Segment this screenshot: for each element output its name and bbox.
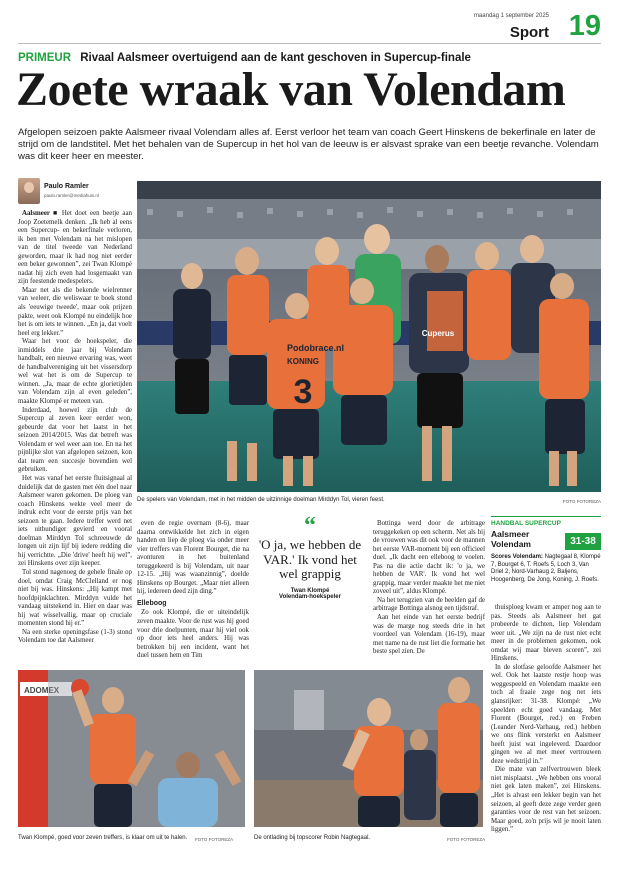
team-home: Aalsmeer — [491, 529, 530, 539]
masthead — [18, 8, 601, 44]
paragraph — [137, 520, 249, 597]
ad-board-text: ADOMEX — [24, 686, 60, 695]
author-name: Paulo Ramler — [44, 183, 89, 190]
paragraph — [137, 609, 249, 660]
kicker-tag: PRIMEUR — [18, 52, 72, 64]
score-box — [491, 516, 601, 600]
paragraph — [491, 766, 601, 834]
bottom-left-credit: FOTO FOTOREZA — [195, 837, 234, 842]
author-email: paulo.ramler@mediahuis.nl — [44, 193, 99, 198]
paragraph-text: thuisploeg kwam er amper nog aan te pas. Steeds als Aalsmeer het gat probeerde te dichten, liep Volendam weer uit. „We zijn na de rust niet echt meer in de problemen gekomen, ook omdat wij maar bleven scoren”, zei Hinskens. — [491, 604, 601, 663]
score-teams — [491, 530, 531, 549]
main-photo — [137, 181, 601, 492]
article-column-2 — [137, 520, 249, 665]
bottom-left-photo — [18, 670, 245, 827]
main-photo-caption: De spelers van Volendam, met in het midden de uitzinnige doelman Mirddyn Tol, vieren feest. — [137, 497, 385, 503]
paragraph — [491, 664, 601, 767]
paragraph — [373, 614, 485, 657]
paragraph — [18, 287, 132, 338]
throw-photo — [18, 670, 245, 827]
author-byline — [18, 178, 133, 208]
paragraph-text: Maar net als die bekende wielrenner van weleer, die weliswaar te boek stond als 'eeuwige tweede', maar ook prijzen pakte, weet ook Klompé nu eindelijk hoe het is om iets te winnen. „En ja, dat voelt heel erg lekker.” — [18, 286, 132, 337]
paragraph-text: Zo ook Klompé, die er uiteindelijk zeven maakte. Voor de rust was hij goed voor drie doelpunten, maar hij viel ook op door iets heel anders. Hij was betrokken bij een incident, want het duel tussen hem en Tim — [137, 609, 249, 660]
paragraph-text: Inderdaad, hoewel zijn club de Supercup al zeven keer eerder won, gebeurde dat voor het laatst in het seizoen 2014/2015. Was dat betreft was Volendam er wel weer aan toe. En na het pijnlijke slot van afgelopen seizoen, kon dat team een succesje bovendien wel gebruiken. — [18, 406, 132, 474]
paragraph — [18, 210, 132, 287]
jersey-number: 3 — [293, 373, 313, 411]
celebration-photo — [137, 181, 601, 492]
paragraph — [18, 407, 132, 475]
quote-role: Volendam-hoekspeler — [279, 593, 341, 600]
issue-date: maandag 1 september 2025 — [473, 13, 549, 19]
paragraph-text: In de slotfase geloofde Aalsmeer het wel. Ook het laatste restje hoop was weggespeeld en Volendam maakte een toch al fraaie zege nog net iets glansrijker: 31-38. Klompé: „We speelden echt goed vandaag. Met Florent (Bourget, red.) en Freben (Leander Nerd-Varhaug, red.) hebben we ons flink versterkt en Aalsmeer heeft juist wat ingeleverd. Daardoor gingen we al met meer vertrouwen deze wedstrijd in.” — [491, 663, 601, 765]
page-number: 19 — [568, 10, 601, 42]
main-photo-credit: FOTO FOTOREZA — [562, 499, 601, 504]
score-detail — [491, 554, 601, 584]
pull-quote — [254, 513, 366, 600]
paragraph-text: Bottinga werd door de arbitrage teruggekeken op een scherm. Net als bij de vrouwen was dit ook voor de mannen het eerste VAR-moment bij een officieel duel. „Ik dacht een elleboog te voelen. Pas na die actie dacht ik: 'o ja, we hebben de VAR'. Ik vond het wel grappig, maar verder maakte het me niet zoveel uit”, aldus Klompé. — [373, 520, 485, 596]
bottom-left-caption: Twan Klompé, goed voor zeven treffers, is klaar om uit te halen. — [18, 835, 188, 841]
score-detail-text: Nagtegaal 8, Klompé 7, Bourget 6, T. Roefs 5, Loch 3, Van Driel 2, Nord-Varhaug 2, Baljens, Hoogenberg, De Jong, Koning, J. Roefs. — [491, 554, 601, 583]
author-avatar — [18, 178, 40, 204]
paragraph-text: Het was vanaf het eerste fluitsignaal al duidelijk dat de gasten met één doel naar Aalsmeer waren gekomen. De ploeg van coach Hinskens wekte veel meer de indruk echt voor de eerste prijs van het seizoen te gaan. Iedere treffer werd net iets uitbundiger gevierd en vooral doelman Mirddyn Tol schreeuwde de longen uit zijn lijf bij iedere redding die hij verrichtte. „Die 'drive' heeft hij wel”, zei Hinskens over zijn keeper. — [18, 474, 132, 568]
jersey-name: KONING — [287, 357, 319, 366]
bottom-right-caption: De ontlading bij topscorer Robin Nagtegaal. — [254, 835, 371, 841]
paragraph-text: Na het terugzien van de beelden gaf de arbitrage Bottinga alsnog een tijdstraf. — [373, 596, 485, 613]
banner-text: Podobrace.nl — [287, 343, 345, 353]
paragraph-text: Tol stond nagenoeg de gehele finale op doel, omdat Craig McClelland er nog niet bij was. Hinskens: „Hij kampt met hoofdpijnklachten. Mirddyn vulde het vandaag uitstekend in. Hier en daar was hij wat wisselvallig, maar op cruciale momenten stond hij er.” — [18, 568, 132, 628]
bottom-right-credit: FOTO FOTOREZA — [447, 837, 486, 842]
paragraph — [18, 569, 132, 629]
score-detail-label: Scores Volendam: — [491, 554, 543, 560]
paragraph-text: Het doet een beetje aan Joop Zoetemelk denken. „Ik heb al eens een Supercup- en bekerfinale verloren, ik ben met Volendam na het mislopen van de titel tweede van Nederland geworden, maar ik had nog niet eerder een beker gewonnen”, zei Twan Klompé nadat hij zich even had losgemaakt van zijn feestende medespelers. — [18, 210, 132, 286]
intro-text: Afgelopen seizoen pakte Aalsmeer rivaal Volendam alles af. Eerst verloor het team van coach Geert Hinskens de bekerfinale en later de strijd om de landstitel. Met het behalen van de Supercup in het hol van de leeuw is er alsvast sprake van een beetje revanche. Volendam was dit keer heer en meester. — [18, 127, 599, 163]
paragraph — [18, 475, 132, 569]
paragraph — [18, 629, 132, 646]
paragraph — [373, 520, 485, 597]
paragraph-text: Na een sterke openingsfase (1-3) stond Volendam toe dat Aalsmeer — [18, 628, 132, 645]
score-box-label: HANDBAL SUPERCUP — [491, 520, 561, 527]
paragraph — [373, 597, 485, 614]
bottom-right-photo — [254, 670, 483, 827]
paragraph — [18, 338, 132, 406]
quote-author: Twan Klompé — [290, 587, 330, 594]
section-title: Sport — [509, 24, 549, 41]
article-column-5 — [491, 604, 601, 865]
headline: Zoete wraak van Volendam — [16, 63, 566, 116]
celebration-photo-2 — [254, 670, 483, 827]
sponsor-text: Cuperus — [421, 329, 455, 338]
quote-text: 'O ja, we hebben de VAR.' Ik vond het wel grappig — [258, 537, 362, 581]
paragraph-text: Aan het einde van het eerste bedrijf was de marge nog steeds drie in het voordeel van Volendam (16-19), maar met name na de rust liet die formatie het beste spel zien. De — [373, 614, 485, 656]
paragraph-text: even de regie overnam (8-6), maar daarna ontwikkelde het zich in eigen handen en liep de ploeg via onder meer vier treffers van Florent Bourget, die na avonturen in het buitenland teruggekeerd is bij Volendam, uit naar 12-15. „Hij was waanzinnig”, doelde Hinskens op Bourget. „Maar niet alleen hij, iedereen deed zijn ding.” — [137, 520, 249, 596]
subheading: Elleboog — [137, 599, 167, 607]
article-column-4 — [373, 520, 485, 665]
final-score: 31-38 — [565, 533, 601, 550]
kicker-text: Rivaal Aalsmeer overtuigend aan de kant geschoven in Supercup-finale — [80, 52, 471, 64]
article-column-1 — [18, 210, 132, 665]
paragraph — [491, 604, 601, 664]
team-away: Volendam — [491, 538, 531, 549]
dateline: Aalsmeer ■ — [22, 210, 59, 217]
paragraph-text: Die mate van zelfvertrouwen bleek niet misplaatst. „We hebben ons vooral niet gek laten maken”, zei Hinskens. „Het is alvast een lekker begin van het seizoen, al geeft deze zege verder geen garanties voor de rest van het seizoen. Maar goed, zo'n prijs wil je nooit laten liggen.” — [491, 766, 601, 834]
paragraph-text: Waar het voor de hoekspeler, die inmiddels drie jaar bij Volendam handbalt, een nieuwe ervaring was, weet de handbalvereniging uit het vissersdorp wel wat het is om de Supercup te winnen. „Ja, maar de echte glorietijden van Volendam zijn al even geleden”, maakte Klompé er meteen van. — [18, 338, 132, 406]
quote-marks: “ — [304, 513, 316, 539]
